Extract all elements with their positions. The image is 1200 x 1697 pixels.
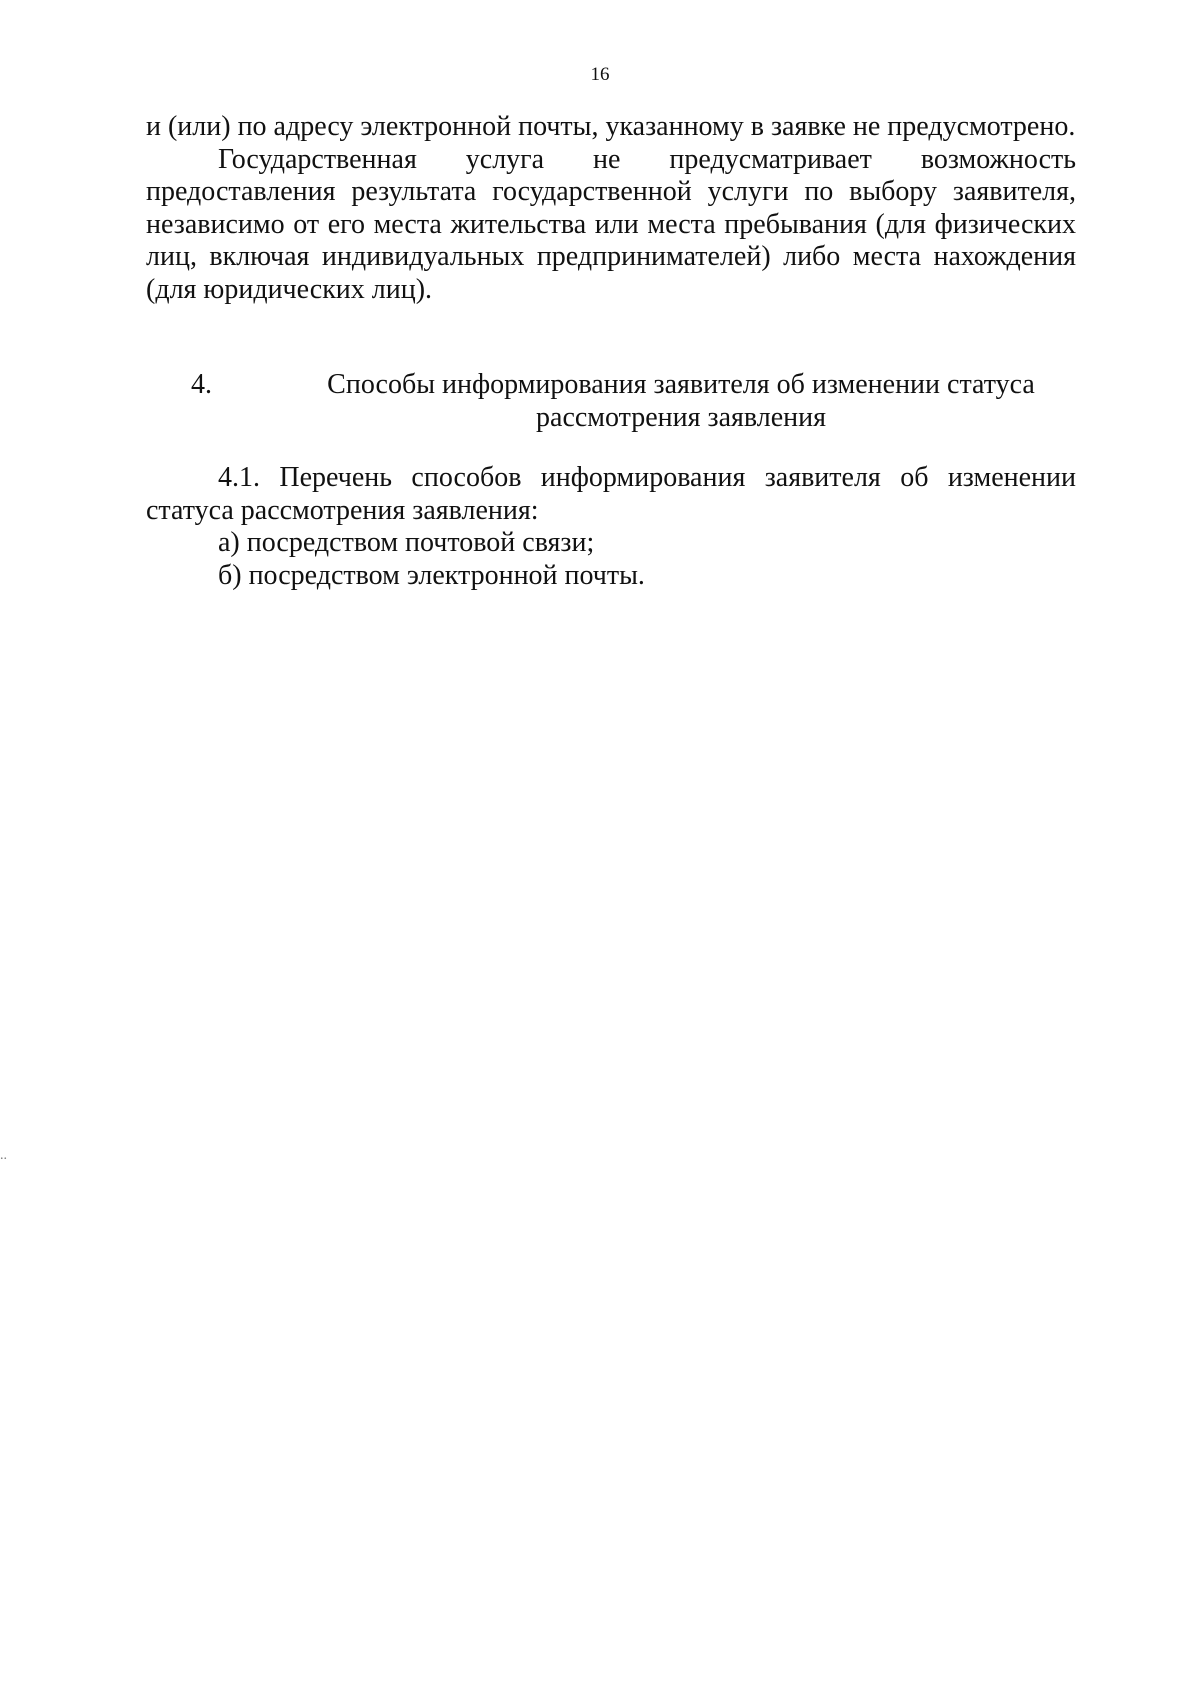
section-title-line-1: Способы информирования заявителя об изменении статуса: [327, 369, 1035, 400]
paragraph-service-result: Государственная услуга не предусматривает возможность предоставления результата государственной услуги по выбору заявителя, независимо от его места жительства или места пребывания (для физических лиц, включая индивидуальных предпринимателей) либо места нахождения (для юридических лиц).: [146, 143, 1076, 305]
page-number: 16: [590, 64, 610, 85]
list-item-postal: а) посредством почтовой связи;: [218, 527, 595, 558]
list-item-email: б) посредством электронной почты.: [218, 559, 645, 591]
section-number: 4.: [191, 369, 212, 400]
section-heading: [146, 369, 1076, 434]
section-title: [286, 369, 1076, 434]
section-title-line-2: рассмотрения заявления: [536, 401, 826, 433]
subsection-paragraph: 4.1. Перечень способов информирования заявителя об изменении статуса рассмотрения заявления:: [146, 462, 1076, 526]
scan-artifact-mark: ..: [0, 1148, 7, 1163]
paragraph-continuation: и (или) по адресу электронной почты, указанному в заявке не предусмотрено.: [146, 111, 1076, 142]
intro-text-block: [146, 111, 1076, 306]
subsection-block: [146, 462, 1076, 592]
